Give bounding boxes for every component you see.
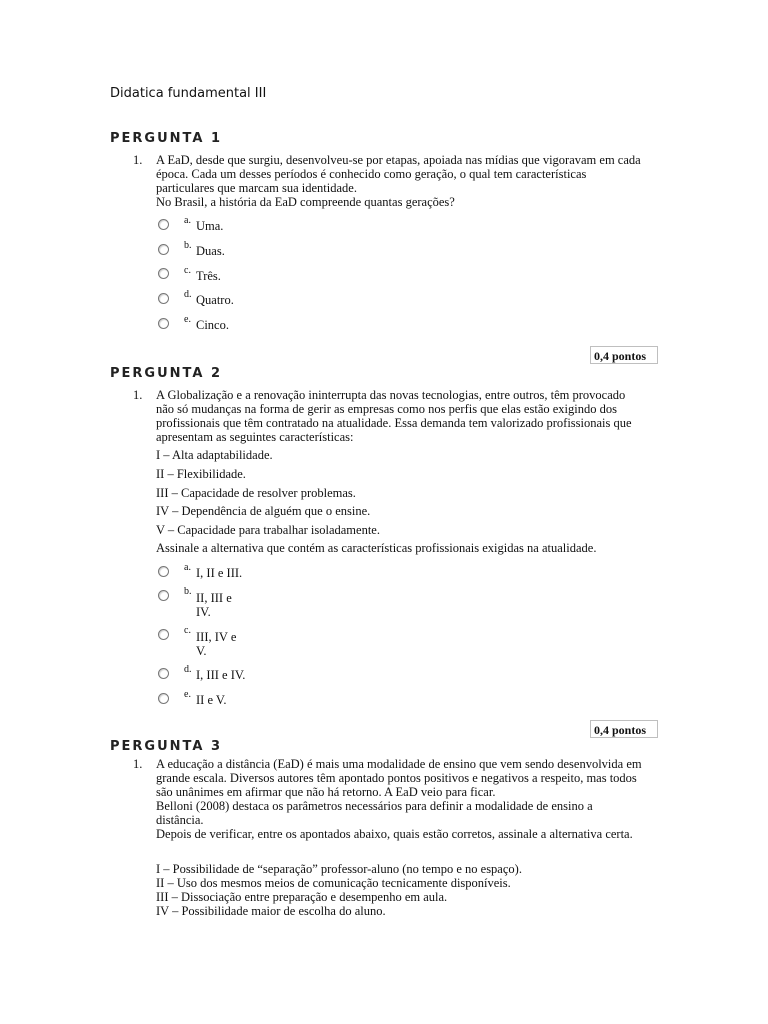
question-2-option-d-text[interactable]: I, III e IV. — [196, 668, 246, 682]
question-1-points: 0,4 pontos — [590, 346, 658, 364]
question-2-option-a-radio[interactable] — [158, 566, 169, 577]
question-2-item-5: V – Capacidade para trabalhar isoladamente. — [156, 523, 380, 537]
question-2-stem-line-1: A Globalização e a renovação ininterrupta das novas tecnologias, entre outros, têm provocado — [156, 388, 626, 402]
question-2-option-c-radio[interactable] — [158, 629, 169, 640]
question-2-option-d-radio[interactable] — [158, 668, 169, 679]
question-2-stem-line-3: profissionais que têm contratado na atualidade. Essa demanda tem valorizado profissionais que — [156, 416, 632, 430]
question-3-stem-line-1: A educação a distância (EaD) é mais uma modalidade de ensino que vem sendo desenvolvida em — [156, 757, 642, 771]
question-1-option-d-text[interactable]: Quatro. — [196, 293, 234, 307]
question-1-stem-line-4: No Brasil, a história da EaD compreende quantas gerações? — [156, 195, 455, 209]
question-1-option-e-text[interactable]: Cinco. — [196, 318, 229, 332]
document-title: Didatica fundamental III — [110, 86, 267, 101]
question-2-heading: PERGUNTA 2 — [110, 366, 223, 381]
question-2-points: 0,4 pontos — [590, 720, 658, 738]
question-3-heading: PERGUNTA 3 — [110, 739, 223, 754]
question-2-option-a-letter: a. — [184, 562, 191, 573]
question-1-stem-line-3: particulares que marcam sua identidade. — [156, 181, 357, 195]
question-2-option-e-letter: e. — [184, 689, 191, 700]
question-2-option-e-radio[interactable] — [158, 693, 169, 704]
question-1-option-c-text[interactable]: Três. — [196, 269, 221, 283]
question-1-option-d-radio[interactable] — [158, 293, 169, 304]
question-3-item-4: IV – Possibilidade maior de escolha do aluno. — [156, 904, 386, 918]
question-1-option-e-radio[interactable] — [158, 318, 169, 329]
question-2-option-b-text[interactable]: II, III e — [196, 591, 232, 605]
question-1-option-a-letter: a. — [184, 215, 191, 226]
question-2-option-c-text-line-2[interactable]: V. — [196, 644, 207, 658]
question-2-item-4: IV – Dependência de alguém que o ensine. — [156, 504, 371, 518]
question-3-item-3: III – Dissociação entre preparação e desempenho em aula. — [156, 890, 448, 904]
question-1-heading: PERGUNTA 1 — [110, 131, 223, 146]
question-2-item-2: II – Flexibilidade. — [156, 467, 246, 481]
question-2-item-3: III – Capacidade de resolver problemas. — [156, 486, 356, 500]
question-1-number: 1. — [133, 153, 143, 167]
question-3-stem-line-6: Depois de verificar, entre os apontados abaixo, quais estão corretos, assinale a alternativa certa. — [156, 827, 633, 841]
question-3-item-1: I – Possibilidade de “separação” professor-aluno (no tempo e no espaço). — [156, 862, 522, 876]
question-2-prompt: Assinale a alternativa que contém as características profissionais exigidas na atualidade. — [156, 541, 597, 555]
question-3-stem-line-3: são unânimes em afirmar que não há retorno. A EaD veio para ficar. — [156, 785, 496, 799]
question-1-stem-line-2: época. Cada um desses períodos é conhecido como geração, o qual tem características — [156, 167, 587, 181]
question-3-stem-line-5: distância. — [156, 813, 204, 827]
question-2-option-b-letter: b. — [184, 586, 192, 597]
question-1-option-a-radio[interactable] — [158, 219, 169, 230]
question-1-option-e-letter: e. — [184, 314, 191, 325]
question-2-number: 1. — [133, 388, 143, 402]
question-2-option-b-text-line-2[interactable]: IV. — [196, 605, 211, 619]
question-2-item-1: I – Alta adaptabilidade. — [156, 448, 273, 462]
question-1-stem-line-1: A EaD, desde que surgiu, desenvolveu-se por etapas, apoiada nas mídias que vigoravam em cada — [156, 153, 641, 167]
question-2-option-e-text[interactable]: II e V. — [196, 693, 227, 707]
question-1-option-c-radio[interactable] — [158, 268, 169, 279]
question-1-option-c-letter: c. — [184, 265, 191, 276]
question-2-stem-line-4: apresentam as seguintes características: — [156, 430, 354, 444]
question-2-option-a-text[interactable]: I, II e III. — [196, 566, 243, 580]
question-1-option-b-radio[interactable] — [158, 244, 169, 255]
question-1-option-b-text[interactable]: Duas. — [196, 244, 225, 258]
question-1-option-b-letter: b. — [184, 240, 192, 251]
question-3-number: 1. — [133, 757, 143, 771]
question-3-item-2: II – Uso dos mesmos meios de comunicação tecnicamente disponíveis. — [156, 876, 511, 890]
question-3-stem-line-4: Belloni (2008) destaca os parâmetros necessários para definir a modalidade de ensino a — [156, 799, 593, 813]
question-2-stem-line-2: não só mudanças na forma de gerir as empresas como nos perfis que elas estão exigindo dos — [156, 402, 617, 416]
question-2-option-b-radio[interactable] — [158, 590, 169, 601]
question-1-option-d-letter: d. — [184, 289, 192, 300]
question-2-option-c-text[interactable]: III, IV e — [196, 630, 237, 644]
question-3-stem-line-2: grande escala. Diversos autores têm apontado pontos positivos e negativos a respeito, mas todos — [156, 771, 637, 785]
question-1-option-a-text[interactable]: Uma. — [196, 219, 224, 233]
question-2-option-d-letter: d. — [184, 664, 192, 675]
question-2-option-c-letter: c. — [184, 625, 191, 636]
